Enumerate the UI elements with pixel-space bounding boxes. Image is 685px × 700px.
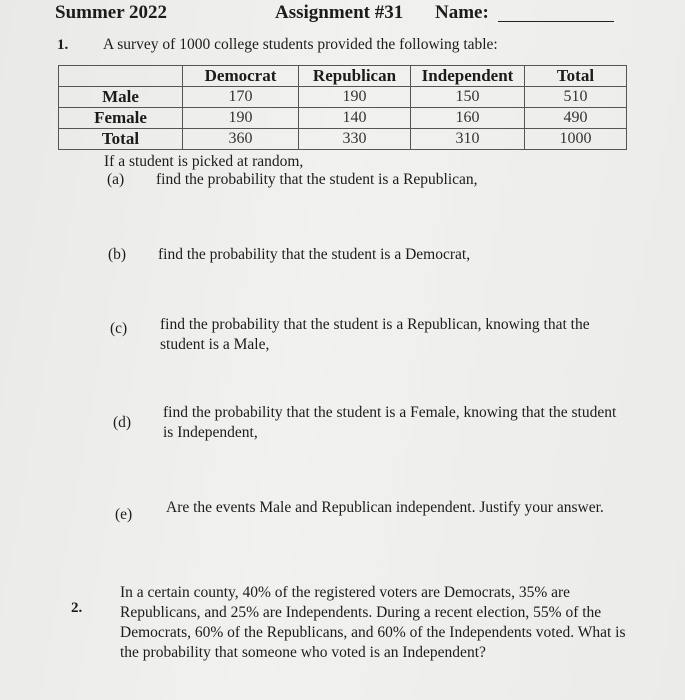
name-blank-line [498, 21, 614, 22]
column-header-total: Total [525, 66, 627, 87]
problem-2-line-4: the probability that someone who voted is an Independent? [120, 644, 486, 661]
table-cell: 170 [183, 87, 299, 108]
table-corner-cell [59, 66, 183, 87]
table-header-row [59, 66, 627, 87]
row-label-female: Female [59, 108, 183, 129]
part-e-label: (e) [115, 506, 133, 523]
part-a-text: find the probability that the student is a Republican, [156, 171, 478, 188]
problem-2-line-3: Democrats, 60% of the Republicans, and 60% of the Independents voted. What is [120, 624, 626, 641]
part-c-text-line-2: student is a Male, [160, 336, 270, 353]
table-row [59, 129, 627, 150]
table-cell: 190 [183, 108, 299, 129]
name-label: Name: [435, 2, 489, 23]
problem-1-prompt: If a student is picked at random, [104, 153, 304, 170]
table-cell: 1000 [525, 129, 627, 150]
table-cell: 490 [525, 108, 627, 129]
assignment-heading: Assignment #31 [275, 2, 404, 23]
column-header-independent: Independent [411, 66, 525, 87]
row-label-male: Male [59, 87, 183, 108]
column-header-democrat: Democrat [183, 66, 299, 87]
table-cell: 330 [299, 129, 411, 150]
table-cell: 150 [411, 87, 525, 108]
part-c-text-line-1: find the probability that the student is a Republican, knowing that the [160, 316, 590, 333]
table-cell: 360 [183, 129, 299, 150]
table-cell: 310 [411, 129, 525, 150]
problem-2-number: 2. [71, 600, 83, 616]
table-cell: 160 [411, 108, 525, 129]
part-d-text-line-2: is Independent, [163, 424, 258, 441]
table-cell: 190 [299, 87, 411, 108]
column-header-republican: Republican [299, 66, 411, 87]
row-label-total: Total [59, 129, 183, 150]
table-cell: 140 [299, 108, 411, 129]
problem-1-number: 1. [57, 37, 69, 53]
part-e-text: Are the events Male and Republican independent. Justify your answer. [166, 499, 604, 516]
part-d-text-line-1: find the probability that the student is a Female, knowing that the student [163, 404, 617, 421]
table-row [59, 87, 627, 108]
part-b-label: (b) [108, 246, 127, 263]
problem-2-line-1: In a certain county, 40% of the registered voters are Democrats, 35% are [120, 584, 571, 601]
part-a-label: (a) [107, 171, 125, 188]
part-d-label: (d) [113, 414, 132, 431]
problem-2-line-2: Republicans, and 25% are Independents. During a recent election, 55% of the [120, 604, 602, 621]
table-cell: 510 [525, 87, 627, 108]
table-row [59, 108, 627, 129]
part-c-label: (c) [110, 320, 128, 337]
survey-table [58, 65, 627, 150]
part-b-text: find the probability that the student is a Democrat, [158, 246, 471, 263]
problem-1-intro: A survey of 1000 college students provided the following table: [103, 36, 498, 53]
term-heading: Summer 2022 [55, 2, 168, 23]
